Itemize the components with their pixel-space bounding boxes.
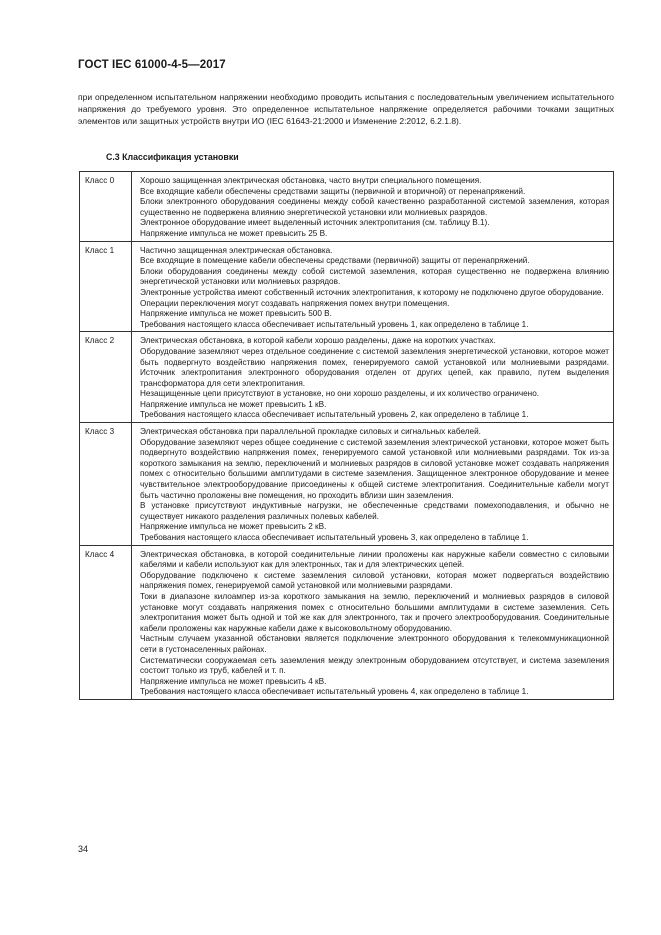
description-line: Электронные устройства имеют собственный источник электропитания, к которому не подключено другое оборудование. <box>140 287 604 297</box>
description-line: Оборудование подключено к системе заземления силовой установки, которая может подвергаться воздействию напряжения помех, генерируемой самой установкой или молниевыми разрядами. <box>140 570 609 591</box>
description-line: Требования настоящего класса обеспечивает испытательный уровень 2, как определено в таблице 1. <box>140 410 529 420</box>
description-line: Требования настоящего класса обеспечивает испытательный уровень 1, как определено в таблице 1. <box>140 319 529 329</box>
description-line: Электрическая обстановка при параллельной прокладке силовых и сигнальных кабелей. <box>140 427 481 437</box>
table-row <box>80 332 614 423</box>
description-line: Оборудование заземляют через отдельное соединение с системой заземления энергетической установки, которое может быть подвергнуто воздействию напряжения помех, генерируемого самой установкой или молниевыми разрядами. Источник электропитания электронного оборудования отделен от других цепей, как правило, путем выделения трансформатора для сети электропитания. <box>140 346 609 388</box>
intro-text: при определенном испытательном напряжении необходимо проводить испытания с последовательным увеличением испытательного напряжения до требуемого уровня. Это определенное испытательное напряжение определяется рабочими точками защитных элементов или защитных устройств внутри ИО (IEC 61643-21:2000 и Изменение 2:2012, 6.2.1.8). <box>78 92 614 127</box>
description-line: Блоки оборудования соединены между собой системой заземления, которая существенно не подвержена влиянию энергетической установки или молниевых разрядов. <box>140 266 609 287</box>
class-cell: Класс 0 <box>80 172 132 242</box>
description-line: Напряжение импульса не может превысить 500 В. <box>140 309 332 319</box>
intro-paragraph <box>78 91 614 128</box>
document-header: ГОСТ IEC 61000-4-5—2017 <box>78 59 226 71</box>
description-cell <box>132 241 614 332</box>
table-row <box>80 423 614 546</box>
description-line: Незащищенные цепи присутствуют в установке, но они хорошо разделены, и их количество ограничено. <box>140 389 540 399</box>
class-cell: Класс 2 <box>80 332 132 423</box>
description-line: Электронное оборудование имеет выделенный источник электропитания (см. таблицу В.1). <box>140 218 490 228</box>
description-cell <box>132 423 614 546</box>
class-cell: Класс 1 <box>80 241 132 332</box>
table-row <box>80 241 614 332</box>
description-cell <box>132 332 614 423</box>
description-cell <box>132 545 614 699</box>
description-line: Операции переключения могут создавать напряжения помех внутри помещения. <box>140 298 450 308</box>
description-line: В установке присутствуют индуктивные нагрузки, не обеспеченные средствами помехоподавления, и обычно не существует никакого разделения различных полевых кабелей. <box>140 501 609 521</box>
class-cell: Класс 4 <box>80 545 132 699</box>
description-line: Напряжение импульса не может превысить 25 В. <box>140 228 328 238</box>
table-body <box>80 172 614 700</box>
classification-table <box>79 171 614 700</box>
description-line: Токи в диапазоне килоампер из-за короткого замыкания на землю, переключений и молниевых разрядов в силовой установке могут создавать напряжения помех с относительно большими амплитудами в системе заземления. Сеть электропитания может быть одной и той же как для электронного, так и прочего электрооборудования. Соединительные кабели проложены как наружные кабели даже к высоковольтному оборудованию. <box>140 591 609 633</box>
table-row <box>80 172 614 242</box>
description-cell <box>132 172 614 242</box>
description-line: Все входящие кабели обеспечены средствами защиты (первичной и вторичной) от перенапряжений. <box>140 186 526 196</box>
description-line: Все входящие в помещение кабели обеспечены средствами (первичной) защиты от перенапряжений. <box>140 256 530 266</box>
description-line: Напряжение импульса не может превысить 2 кВ. <box>140 522 327 532</box>
description-line: Частично защищенная электрическая обстановка. <box>140 245 333 255</box>
description-line: Электрическая обстановка, в которой соединительные линии проложены как наружные кабели совместно с силовыми кабелями и кабели используют как для электронных, так и для электрических цепей. <box>140 549 609 570</box>
description-line: Требования настоящего класса обеспечивает испытательный уровень 4, как определено в таблице 1. <box>140 687 529 697</box>
section-title: С.3 Классификация установки <box>106 152 239 162</box>
description-line: Требования настоящего класса обеспечивает испытательный уровень 3, как определено в таблице 1. <box>140 533 529 542</box>
description-line: Электрическая обстановка, в которой кабели хорошо разделены, даже на коротких участках. <box>140 336 496 346</box>
description-line: Блоки электронного оборудования соединены между собой качественно разработанной системой заземления, которая существенно не подвержена влиянию энергетической установки или молниевых разрядов. <box>140 197 609 217</box>
description-line: Частным случаем указанной обстановки является подключение электронного оборудования к телекоммуникационной сети в густонаселенных районах. <box>140 634 609 654</box>
description-line: Напряжение импульса не может превысить 1 кВ. <box>140 399 327 409</box>
description-line: Напряжение импульса не может превысить 4 кВ. <box>140 676 327 686</box>
description-line: Оборудование заземляют через общее соединение с системой заземления электрической установки, которое может быть подвергнуто воздействию напряжения помех, генерируемого самой установкой или молниевыми разрядами. Ток из-за короткого замыкания на землю, переключений и молниевых разрядов в силовой установке может создавать напряжения помех с относительно большими амплитудами в системе заземления. Защищенное электронное оборудование и менее чувствительное электрооборудование присоединены к общей системе электропитания. Соединительные кабели могут быть частично проложены вне помещения, но проходить вблизи шин заземления. <box>140 437 609 500</box>
description-line: Хорошо защищенная электрическая обстановка, часто внутри специального помещения. <box>140 176 482 185</box>
page-number: 34 <box>78 844 89 854</box>
table-row <box>80 545 614 699</box>
description-line: Систематически сооружаемая сеть заземления между электронным оборудованием отсутствует, и система заземления состоит только из труб, кабелей и т. п. <box>140 655 609 676</box>
class-cell: Класс 3 <box>80 423 132 546</box>
